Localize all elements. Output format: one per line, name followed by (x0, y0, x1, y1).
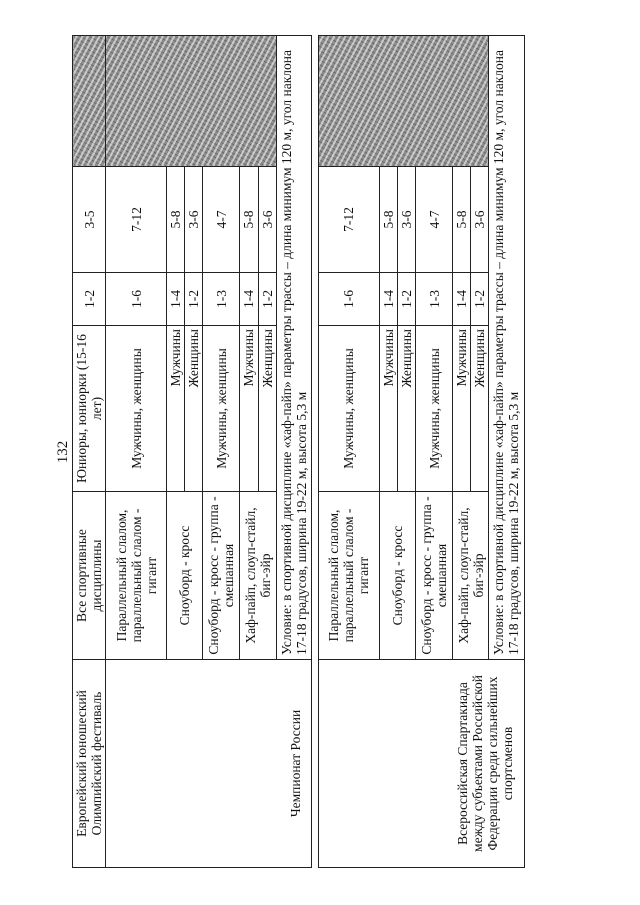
places-b-cell: 5-8 (167, 167, 185, 273)
rotated-page-content (55, 36, 526, 868)
header-places-a: 1-2 (73, 273, 106, 326)
places-b-cell: 7-12 (318, 167, 379, 273)
table-row (106, 36, 167, 868)
places-b-cell: 3-6 (471, 167, 489, 273)
places-b-cell: 4-7 (203, 167, 240, 273)
places-b-cell: 4-7 (416, 167, 453, 273)
group-cell: Женщины (185, 326, 203, 492)
group-cell: Мужчины, женщины (416, 326, 453, 492)
sport-qualification-table (72, 35, 525, 868)
places-a-cell: 1-2 (471, 273, 489, 326)
group-cell: Мужчины, женщины (203, 326, 240, 492)
places-a-cell: 1-2 (397, 273, 415, 326)
places-a-cell: 1-4 (167, 273, 185, 326)
group-cell: Женщины (258, 326, 276, 492)
header-group: Юниоры, юниорки (15-16 лет) (73, 326, 106, 492)
group-cell: Мужчины, женщины (318, 326, 379, 492)
shaded-cell (318, 36, 488, 167)
places-b-cell: 3-6 (397, 167, 415, 273)
competition-name: Всероссийская Спартакиада между субъектами Российской Федерации среди сильнейших спортсменов (318, 660, 524, 868)
page-number: 132 (55, 440, 71, 464)
table-row (318, 36, 379, 868)
shaded-cell (106, 36, 276, 167)
places-a-cell: 1-4 (379, 273, 397, 326)
places-a-cell: 1-6 (318, 273, 379, 326)
discipline-cell: Сноуборд - кросс (167, 492, 203, 660)
group-cell: Мужчины, женщины (106, 326, 167, 492)
discipline-cell: Параллельный слалом, параллельный слалом - гигант (106, 492, 167, 660)
places-a-cell: 1-2 (258, 273, 276, 326)
header-competition: Европейский юношеский Олимпийский фестиваль (73, 660, 106, 868)
group-cell: Мужчины (453, 326, 471, 492)
places-b-cell: 7-12 (106, 167, 167, 273)
condition-note: Условие: в спортивной дисциплине «хаф-пайп» параметры трассы – длина минимум 120 м, угол наклона 17-18 градусов, ширина 19-22 м, высота 5,3 м (489, 36, 524, 660)
table-header-row (73, 36, 106, 868)
places-a-cell: 1-3 (416, 273, 453, 326)
discipline-cell: Сноуборд - кросс (379, 492, 415, 660)
header-places-b: 3-5 (73, 167, 106, 273)
discipline-cell: Хаф-пайп, слоуп-стайл, биг-эйр (453, 492, 489, 660)
group-cell: Женщины (471, 326, 489, 492)
discipline-cell: Сноуборд - кросс - группа - смешанная (416, 492, 453, 660)
places-b-cell: 5-8 (240, 167, 258, 273)
section-separator (311, 36, 318, 868)
places-a-cell: 1-2 (185, 273, 203, 326)
condition-note: Условие: в спортивной дисциплине «хаф-пайп» параметры трассы – длина минимум 120 м, угол наклона 17-18 градусов, ширина 19-22 м, высота 5,3 м (276, 36, 311, 660)
discipline-cell: Параллельный слалом, параллельный слалом - гигант (318, 492, 379, 660)
places-b-cell: 3-6 (258, 167, 276, 273)
places-b-cell: 3-6 (185, 167, 203, 273)
group-cell: Мужчины (379, 326, 397, 492)
places-b-cell: 5-8 (379, 167, 397, 273)
competition-name: Чемпионат России (106, 660, 312, 868)
header-disciplines: Все спортивные дисциплины (73, 492, 106, 660)
discipline-cell: Сноуборд - кросс - группа - смешанная (203, 492, 240, 660)
group-cell: Мужчины (240, 326, 258, 492)
discipline-cell: Хаф-пайп, слоуп-стайл, биг-эйр (240, 492, 276, 660)
group-cell: Женщины (397, 326, 415, 492)
places-a-cell: 1-4 (240, 273, 258, 326)
shaded-cell (73, 36, 106, 167)
places-b-cell: 5-8 (453, 167, 471, 273)
places-a-cell: 1-3 (203, 273, 240, 326)
places-a-cell: 1-4 (453, 273, 471, 326)
group-cell: Мужчины (167, 326, 185, 492)
places-a-cell: 1-6 (106, 273, 167, 326)
